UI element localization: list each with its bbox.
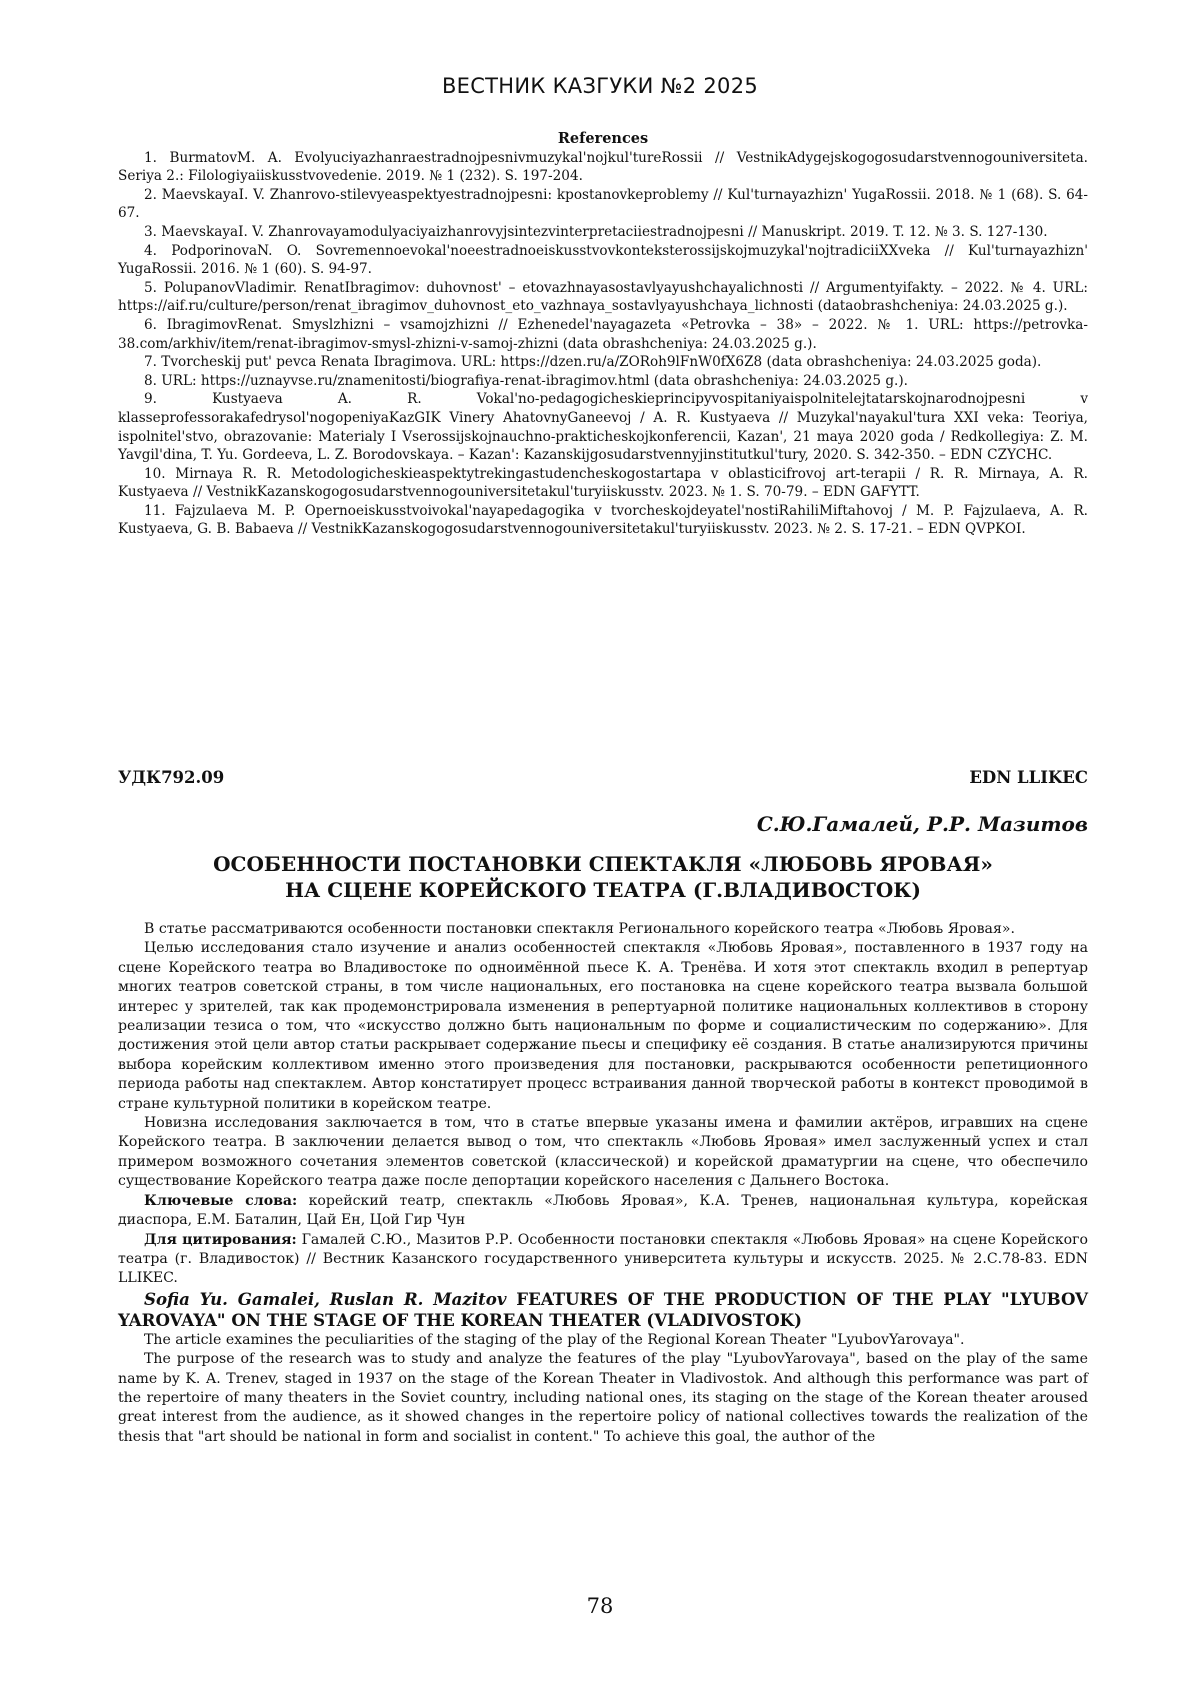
keywords-label: Ключевые слова: — [144, 1192, 298, 1209]
english-abstract-paragraph: The purpose of the research was to study and analyze the features of the play "LyubovYarovaya", based on the play of the same name by K. A. Trenev, staged in 1937 on the stage of the Korean Theater in Vladivostok. And although this performance was part of the repertoire of many theaters in the Soviet country, including national ones, its staging on the stage of the Korean theater aroused great interest from the audience, as it showed changes in the repertoire policy of national collectives towards the realization of the thesis that "art should be national in form and socialist in content." To achieve this goal, the author of the — [118, 1351, 1088, 1445]
reference-item: 7. Tvorcheskij put' pevca Renata Ibragimova. URL: https://dzen.ru/a/ZORoh9lFnW0fX6Z8 (data obrashcheniya: 24.03.2025 goda). — [144, 354, 1042, 371]
article-title — [118, 851, 1088, 903]
abstract-section — [118, 920, 1088, 1447]
journal-header: ВЕСТНИК КАЗГУКИ №2 2025 — [441, 74, 759, 98]
abstract-paragraph: В статье рассматриваются особенности постановки спектакля Регионального корейского театра «Любовь Яровая». — [144, 921, 1015, 937]
page-number: 78 — [586, 1594, 614, 1618]
udk-row — [118, 768, 1088, 787]
english-title-text: FEATURES OF THE PRODUCTION OF THE PLAY "LYUBOV YAROVAYA" ON THE STAGE OF THE KOREAN THEATER (VLADIVOSTOK) — [118, 1288, 1088, 1330]
reference-item: 6. IbragimovRenat. Smyslzhizni – vsamojzhizni // Ezhenedel'nayagazeta «Petrovka – 38» – 2022. № 1. URL: https://petrovka-38.com/arkhiv/item/renat-ibragimov-smysl-zhizni-v-samoj-zhizni (data obrashcheniya: 24.03.2025 g.). — [118, 316, 1088, 352]
citation-label: Для цитирования: — [144, 1231, 297, 1248]
references-section — [118, 130, 1088, 539]
reference-item: 1. BurmatovM. A. Evolyuciyazhanraestradnojpesnivmuzykal'nojkul'tureRossii // VestnikAdygejskogogosudarstvennogouniversiteta. Seriya 2.: Filologiyaiiskusstvovedenie. 2019. № 1 (232). S. 197-204. — [118, 149, 1088, 185]
abstract-paragraph: Новизна исследования заключается в том, что в статье впервые указаны имена и фамилии актёров, игравших на сцене Корейского театра. В заключении делается вывод о том, что спектакль «Любовь Яровая» имел заслуженный успех и стал примером возможного сочетания элементов советской (классической) и корейской драматургии на сцене, что обеспечило существование Корейского театра даже после депортации корейского населения с Дальнего Востока. — [118, 1115, 1088, 1190]
reference-item: 3. MaevskayaI. V. Zhanrovayamodulyaciyaizhanrovyjsintezvinterpretaciiestradnojpesni // Manuskript. 2019. T. 12. № 3. S. 127-130. — [144, 223, 1048, 240]
reference-item: 4. PodporinovaN. O. Sovremennoevokal'noeestradnoeiskusstvovkonteksterossijskojmuzykal'nojtradiciiXXveka // Kul'turnayazhizn' YugaRossii. 2016. № 1 (60). S. 94-97. — [118, 242, 1088, 278]
abstract-paragraph: Целью исследования стало изучение и анализ особенностей спектакля «Любовь Яровая», поставленного в 1937 году на сцене Корейского театра во Владивостоке по одноимённой пьесе К. А. Тренёва. И хотя этот спектакль входил в репертуар многих театров советской страны, в том числе национальных, его постановка на сцене корейского театра вызвала большой интерес у зрителей, так как продемонстрировала изменения в репертуарной политике национальных коллективов в сторону реализации тезиса о том, что «искусство должно быть национальным по форме и социалистическим по содержанию». Для достижения этой цели автор статьи раскрывает содержание пьесы и специфику её создания. В статье анализируются причины выбора корейским коллективом именно этого произведения для постановки, раскрываются особенности репетиционного периода работы над спектаклем. Автор констатирует процесс встраивания данной творческой работы в контекст проводимой в стране культурной политики в корейском театре. — [118, 940, 1088, 1112]
keywords — [118, 1192, 1088, 1231]
references-list — [118, 149, 1088, 539]
keywords-text: корейский театр, спектакль «Любовь Яровая», К.А. Тренев, национальная культура, корейская диаспора, Е.М. Баталин, Цай Ен, Цой Гир Чун — [118, 1192, 1088, 1229]
citation — [118, 1231, 1088, 1289]
reference-item: 5. PolupanovVladimir. RenatIbragimov: duhovnost' – etovazhnayasostavlyayushchayalichnosti // Argumentyifakty. – 2022. № 4. URL: https://aif.ru/culture/person/renat_ibragimov_duhovnost_eto_vazhnaya_sostavlyayushchaya_lichnosti (dataobrashcheniya: 24.03.2025 g.). — [118, 279, 1088, 315]
edn-code: EDN LLIKEC — [969, 768, 1088, 787]
reference-item: 9. Kustyaeva A. R. Vokal'no-pedagogicheskieprincipyvospitaniyaispolnitelejtatarskojnarodnojpesni v klasseprofessorakafedrysol'nogopeniyaKazGIK Vinery AhatovnyGaneevoj / A. R. Kustyaeva // Muzykal'nayakul'tura XXI veka: Teoriya, ispolnitel'stvo, obrazovanie: Materialy I Vserossijskojnauchno-prakticheskojkonferencii, Kazan', 21 maya 2020 goda / Redkollegiya: Z. M. Yavgil'dina, T. Yu. Gordeeva, L. Z. Borodovskaya. – Kazan': Kazanskijgosudarstvennyjinstitutkul'tury, 2020. S. 342-350. – EDN CZYCHC. — [118, 391, 1088, 464]
english-authors: Sofia Yu. Gamalei, Ruslan R. Mazitov — [144, 1288, 507, 1309]
references-title: References — [557, 130, 649, 147]
article-title-line-1: ОСОБЕННОСТИ ПОСТАНОВКИ СПЕКТАКЛЯ «ЛЮБОВЬ ЯРОВАЯ» — [213, 852, 993, 876]
english-abstract-paragraph: The article examines the peculiarities of the staging of the play of the Regional Korean Theater "LyubovYarovaya". — [144, 1331, 965, 1348]
udk-code: УДК792.09 — [118, 768, 225, 787]
reference-item: 11. Fajzulaeva M. P. Opernoeiskusstvoivokal'nayapedagogika v tvorcheskojdeyatel'nostiRahiliMiftahovoj / M. P. Fajzulaeva, A. R. Kustyaeva, G. B. Babaeva // VestnikKazanskogogosudarstvennogouniversitetakul'turyiiskusstv. 2023. № 2. S. 17-21. – EDN QVPKOI. — [118, 502, 1088, 538]
reference-item: 10. Mirnaya R. R. Metodologicheskieaspektytrekingastudencheskogostartapa v oblasticifrovoj art-terapii / R. R. Mirnaya, A. R. Kustyaeva // VestnikKazanskogogosudarstvennogouniversitetakul'turyiiskusstv. 2023. № 1. S. 70-79. – EDN GAFYTT. — [118, 465, 1088, 501]
english-title — [118, 1289, 1088, 1331]
citation-text: Гамалей С.Ю., Мазитов Р.Р. Особенности постановки спектакля «Любовь Яровая» на сцене Корейского театра (г. Владивосток) // Вестник Казанского государственного университета культуры и искусств. 2025. № 2.С.78-83. EDN LLIKEC. — [118, 1231, 1089, 1287]
article-authors: С.Ю.Гамалей, Р.Р. Мазитов — [756, 812, 1088, 836]
reference-item: 8. URL: https://uznayvse.ru/znamenitosti/biografiya-renat-ibragimov.html (data obrashcheniya: 24.03.2025 g.). — [144, 372, 908, 389]
article-title-line-2: НА СЦЕНЕ КОРЕЙСКОГО ТЕАТРА (Г.ВЛАДИВОСТОК) — [285, 878, 921, 902]
reference-item: 2. MaevskayaI. V. Zhanrovo-stilevyeaspektyestradnojpesni: kpostanovkeproblemy // Kul'turnayazhizn' YugaRossii. 2018. № 1 (68). S. 64-67. — [118, 186, 1088, 222]
